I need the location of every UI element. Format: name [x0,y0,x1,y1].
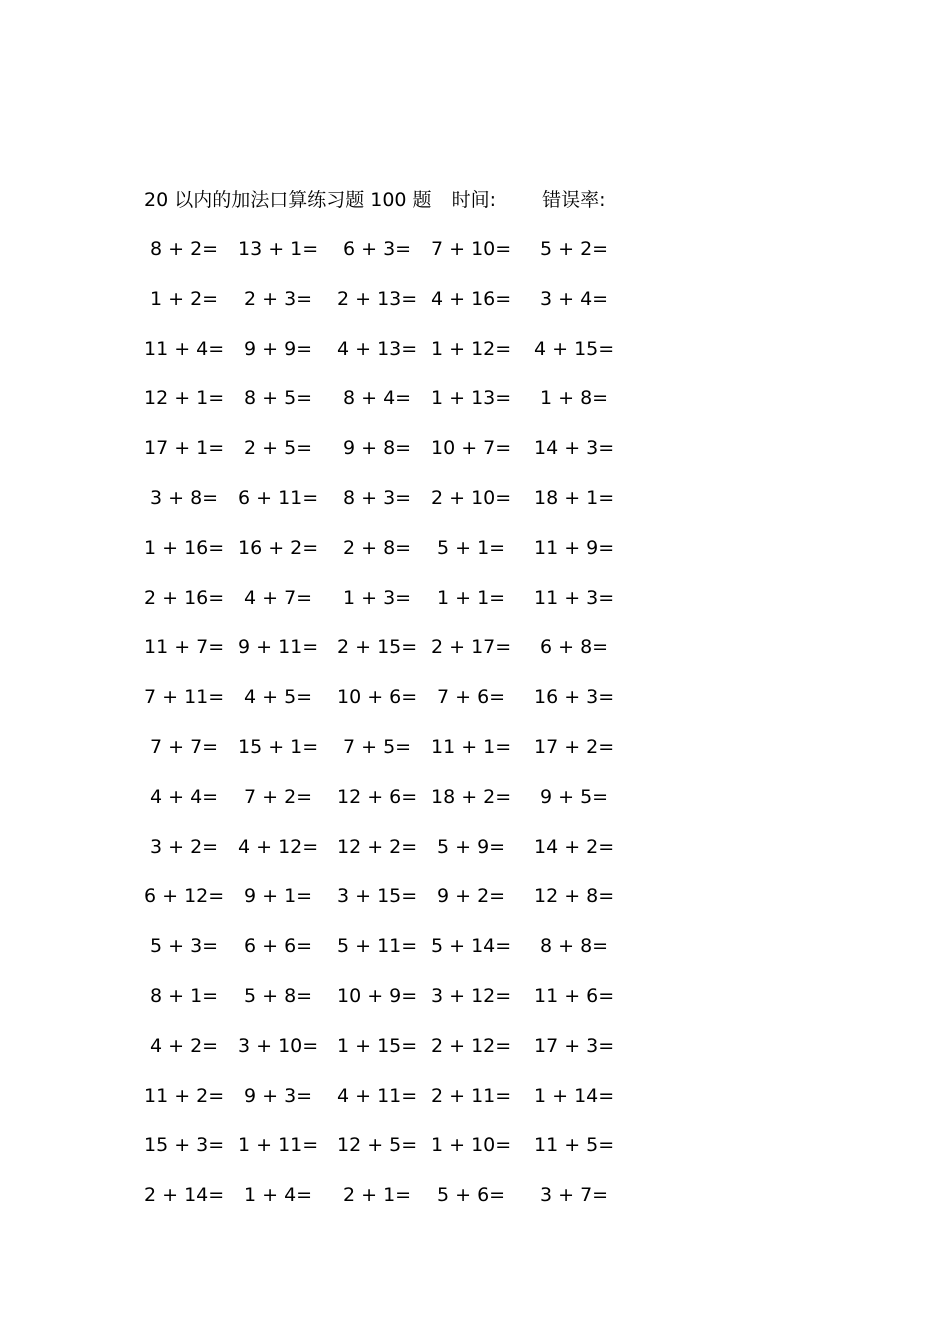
problem-item: 8 + 8= [540,935,609,957]
problem-item: 4 + 2= [150,1035,219,1057]
problem-item: 2 + 17= [431,636,512,658]
problem-item: 1 + 15= [337,1035,418,1057]
problem-item: 6 + 8= [540,636,609,658]
problem-item: 17 + 2= [534,736,615,758]
problem-item: 5 + 2= [540,238,609,260]
problem-item: 9 + 5= [540,786,609,808]
problem-item: 3 + 8= [150,487,219,509]
problem-item: 2 + 5= [244,437,313,459]
problem-item: 11 + 7= [144,636,225,658]
problem-item: 8 + 4= [343,387,412,409]
problem-item: 1 + 2= [150,288,219,310]
problem-item: 7 + 7= [150,736,219,758]
problem-item: 8 + 2= [150,238,219,260]
problem-item: 1 + 1= [437,587,506,609]
problem-item: 5 + 14= [431,935,512,957]
problem-item: 3 + 2= [150,836,219,858]
problem-item: 5 + 6= [437,1184,506,1206]
problem-item: 15 + 3= [144,1134,225,1156]
problem-item: 1 + 3= [343,587,412,609]
problem-item: 12 + 6= [337,786,418,808]
problem-item: 14 + 2= [534,836,615,858]
problem-item: 11 + 4= [144,338,225,360]
problem-item: 4 + 12= [238,836,319,858]
problem-item: 10 + 9= [337,985,418,1007]
problem-item: 9 + 3= [244,1085,313,1107]
problem-item: 1 + 11= [238,1134,319,1156]
problem-item: 3 + 12= [431,985,512,1007]
problem-item: 6 + 12= [144,885,225,907]
problem-item: 6 + 6= [244,935,313,957]
problem-item: 11 + 9= [534,537,615,559]
problem-item: 14 + 3= [534,437,615,459]
problem-item: 11 + 6= [534,985,615,1007]
problem-item: 6 + 3= [343,238,412,260]
problem-item: 4 + 15= [534,338,615,360]
problem-item: 16 + 2= [238,537,319,559]
problem-item: 18 + 2= [431,786,512,808]
problem-item: 4 + 13= [337,338,418,360]
problem-item: 17 + 1= [144,437,225,459]
problem-item: 12 + 8= [534,885,615,907]
problem-item: 3 + 15= [337,885,418,907]
worksheet-title: 20 以内的加法口算练习题 100 题 [144,189,432,211]
problem-item: 7 + 5= [343,736,412,758]
problem-item: 2 + 13= [337,288,418,310]
problem-item: 12 + 1= [144,387,225,409]
problem-item: 11 + 2= [144,1085,225,1107]
problem-item: 5 + 8= [244,985,313,1007]
time-label: 时间: [451,189,497,211]
problem-item: 1 + 4= [244,1184,313,1206]
problem-item: 10 + 7= [431,437,512,459]
problem-item: 13 + 1= [238,238,319,260]
problem-item: 11 + 3= [534,587,615,609]
problem-item: 6 + 11= [238,487,319,509]
problem-item: 9 + 2= [437,885,506,907]
problem-item: 7 + 10= [431,238,512,260]
problem-item: 1 + 10= [431,1134,512,1156]
problem-item: 1 + 8= [540,387,609,409]
problem-item: 9 + 8= [343,437,412,459]
problem-item: 2 + 15= [337,636,418,658]
problem-item: 11 + 5= [534,1134,615,1156]
problem-item: 2 + 10= [431,487,512,509]
problem-item: 1 + 12= [431,338,512,360]
problem-item: 4 + 4= [150,786,219,808]
problem-item: 5 + 11= [337,935,418,957]
problem-item: 3 + 7= [540,1184,609,1206]
problem-item: 18 + 1= [534,487,615,509]
problem-item: 2 + 12= [431,1035,512,1057]
problem-item: 2 + 1= [343,1184,412,1206]
problem-item: 2 + 16= [144,587,225,609]
problem-item: 12 + 5= [337,1134,418,1156]
problem-item: 7 + 2= [244,786,313,808]
problem-item: 4 + 16= [431,288,512,310]
problem-item: 3 + 10= [238,1035,319,1057]
problem-item: 5 + 9= [437,836,506,858]
problem-item: 3 + 4= [540,288,609,310]
problem-item: 4 + 11= [337,1085,418,1107]
problem-item: 5 + 1= [437,537,506,559]
problem-item: 7 + 11= [144,686,225,708]
problem-item: 5 + 3= [150,935,219,957]
problem-item: 2 + 11= [431,1085,512,1107]
problem-item: 17 + 3= [534,1035,615,1057]
problem-item: 7 + 6= [437,686,506,708]
problem-item: 1 + 13= [431,387,512,409]
problem-item: 9 + 1= [244,885,313,907]
problem-item: 2 + 14= [144,1184,225,1206]
problem-item: 4 + 5= [244,686,313,708]
problem-item: 2 + 3= [244,288,313,310]
problem-item: 4 + 7= [244,587,313,609]
problem-item: 1 + 14= [534,1085,615,1107]
problem-item: 11 + 1= [431,736,512,758]
problem-item: 1 + 16= [144,537,225,559]
problem-item: 8 + 1= [150,985,219,1007]
problem-item: 12 + 2= [337,836,418,858]
problem-item: 8 + 5= [244,387,313,409]
error-rate-label: 错误率: [542,189,606,211]
problem-item: 9 + 11= [238,636,319,658]
problem-item: 10 + 6= [337,686,418,708]
problem-item: 9 + 9= [244,338,313,360]
problem-item: 15 + 1= [238,736,319,758]
problem-item: 16 + 3= [534,686,615,708]
problem-item: 2 + 8= [343,537,412,559]
problem-item: 8 + 3= [343,487,412,509]
